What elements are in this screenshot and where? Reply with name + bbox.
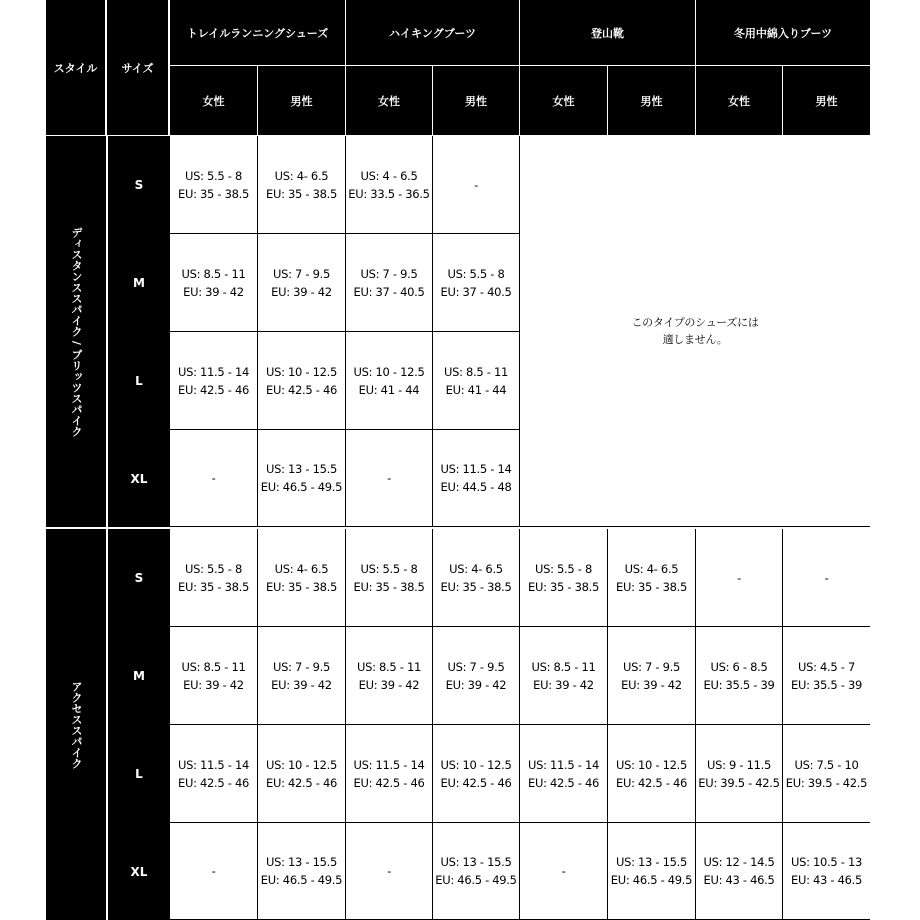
size-cell (258, 234, 346, 332)
size-cell (258, 823, 346, 920)
eu-size: EU: 35.5 - 39 (703, 677, 775, 692)
size-cell (170, 725, 258, 823)
header-hiking-boots: ハイキングブーツ (346, 0, 520, 66)
size-cell (258, 430, 346, 527)
us-size: US: 4- 6.5 (624, 561, 679, 576)
size-cell (783, 823, 870, 920)
us-size: US: 8.5 - 11 (181, 659, 246, 674)
size-cell (170, 430, 258, 527)
size-cell (346, 529, 433, 627)
size-cell (520, 725, 608, 823)
size-cell (170, 234, 258, 332)
us-size: US: 8.5 - 11 (181, 266, 246, 281)
us-size: US: 5.5 - 8 (184, 561, 242, 576)
size-cell (346, 332, 433, 430)
size-cell (608, 725, 696, 823)
eu-size: EU: 35 - 38.5 (177, 579, 249, 594)
header-mountaineering-boots: 登山靴 (520, 0, 696, 66)
eu-size: EU: 42.5 - 46 (265, 382, 337, 397)
eu-size: EU: 42.5 - 46 (177, 775, 249, 790)
size-label: XL (130, 864, 148, 879)
size-label: XL (130, 471, 148, 486)
eu-size: EU: 39 - 42 (183, 677, 244, 692)
eu-size: EU: 35 - 38.5 (527, 579, 599, 594)
header-gender-women: 女性 (170, 66, 258, 136)
size-cell (170, 627, 258, 725)
eu-size: EU: 35 - 38.5 (265, 186, 337, 201)
eu-size: EU: 46.5 - 49.5 (610, 873, 693, 887)
not-available: - (387, 864, 391, 878)
us-size: US: 4- 6.5 (274, 168, 329, 183)
size-cell (608, 823, 696, 920)
eu-size: EU: 39.5 - 42.5 (785, 775, 868, 790)
not-available: - (561, 864, 566, 878)
eu-size: EU: 46.5 - 49.5 (260, 480, 343, 494)
eu-size: EU: 37 - 40.5 (440, 284, 512, 299)
size-cell (170, 823, 258, 920)
header-gender-men: 男性 (433, 66, 520, 136)
size-cell (170, 332, 258, 430)
us-size: US: 13 - 15.5 (440, 855, 512, 869)
us-size: US: 4- 6.5 (274, 561, 329, 576)
us-size: US: 5.5 - 8 (447, 266, 505, 281)
us-size: US: 11.5 - 14 (353, 757, 425, 772)
us-size: US: 12 - 14.5 (703, 855, 775, 869)
eu-size: EU: 35 - 38.5 (265, 579, 337, 594)
us-size: US: 4.5 - 7 (797, 659, 855, 674)
us-size: US: 9 - 11.5 (706, 757, 772, 772)
size-cell (346, 823, 433, 920)
size-cell (783, 627, 870, 725)
size-cell (783, 529, 870, 627)
us-size: US: 10 - 12.5 (615, 757, 688, 772)
style-label-access-spikes: アクセススパイク (70, 680, 83, 769)
size-cell (520, 627, 608, 725)
size-cell (520, 529, 608, 627)
size-cell (696, 529, 783, 627)
eu-size: EU: 39.5 - 42.5 (698, 775, 780, 790)
eu-size: EU: 39 - 42 (621, 677, 682, 692)
header-trail-running-shoes: トレイルランニングシューズ (170, 0, 346, 66)
size-cell (433, 529, 520, 627)
size-cell (433, 627, 520, 725)
eu-size: EU: 46.5 - 49.5 (435, 873, 517, 887)
not-available: - (824, 570, 829, 585)
size-cell (346, 430, 433, 527)
eu-size: EU: 41 - 44 (445, 382, 507, 397)
us-size: US: 7 - 9.5 (447, 659, 505, 674)
eu-size: EU: 35 - 38.5 (440, 579, 512, 594)
size-chart-table (46, 0, 870, 920)
size-cell (258, 725, 346, 823)
size-cell (608, 627, 696, 725)
eu-size: EU: 35 - 38.5 (615, 579, 687, 594)
size-cell (783, 725, 870, 823)
size-cell (346, 234, 433, 332)
us-size: US: 11.5 - 14 (177, 364, 250, 379)
us-size: US: 8.5 - 11 (356, 659, 422, 674)
size-cell (520, 823, 608, 920)
size-label: M (133, 276, 145, 290)
us-size: US: 10 - 12.5 (265, 364, 338, 379)
header-insulated-winter-boots: 冬用中綿入りブーツ (696, 0, 870, 66)
not-available: - (737, 570, 741, 585)
size-cell (258, 627, 346, 725)
size-cell (346, 627, 433, 725)
us-size: US: 5.5 - 8 (360, 561, 418, 576)
eu-size: EU: 39 - 42 (358, 677, 420, 692)
eu-size: EU: 42.5 - 46 (177, 382, 249, 397)
us-size: US: 11.5 - 14 (440, 462, 512, 476)
us-size: US: 10 - 12.5 (440, 757, 512, 772)
eu-size: EU: 39 - 42 (271, 677, 332, 692)
eu-size: EU: 42.5 - 46 (527, 775, 599, 790)
eu-size: EU: 42.5 - 46 (440, 775, 512, 790)
size-cell (608, 529, 696, 627)
us-size: US: 7 - 9.5 (272, 659, 330, 674)
us-size: US: 11.5 - 14 (177, 757, 250, 772)
eu-size: EU: 42.5 - 46 (353, 775, 425, 790)
size-cell (170, 136, 258, 234)
us-size: US: 6 - 8.5 (710, 659, 768, 674)
header-gender-men: 男性 (258, 66, 346, 136)
eu-size: EU: 35 - 38.5 (177, 186, 249, 201)
us-size: US: 8.5 - 11 (443, 364, 509, 379)
us-size: US: 5.5 - 8 (184, 168, 242, 183)
eu-size: EU: 42.5 - 46 (615, 775, 687, 790)
us-size: US: 10.5 - 13 (790, 855, 863, 869)
not-available: - (211, 864, 216, 878)
us-size: US: 7.5 - 10 (794, 757, 859, 772)
us-size: US: 8.5 - 11 (531, 659, 596, 674)
header-gender-women: 女性 (346, 66, 433, 136)
eu-size: EU: 42.5 - 46 (265, 775, 337, 790)
us-size: US: 7 - 9.5 (622, 659, 680, 674)
not-available: - (211, 471, 216, 485)
us-size: US: 4- 6.5 (449, 561, 503, 576)
size-label: L (135, 767, 143, 781)
eu-size: EU: 39 - 42 (271, 284, 332, 299)
size-cell (696, 823, 783, 920)
eu-size: EU: 35.5 - 39 (790, 677, 862, 692)
us-size: US: 13 - 15.5 (265, 855, 338, 869)
us-size: US: 13 - 15.5 (615, 855, 688, 869)
eu-size: EU: 39 - 42 (533, 677, 594, 692)
eu-size: EU: 41 - 44 (358, 382, 420, 397)
not-suitable-note: このタイプのシューズには 適しません。 (520, 136, 870, 527)
size-cell (258, 136, 346, 234)
not-available: - (387, 471, 391, 485)
us-size: US: 7 - 9.5 (360, 266, 418, 281)
us-size: US: 10 - 12.5 (265, 757, 338, 772)
size-cell (258, 332, 346, 430)
us-size: US: 4 - 6.5 (360, 168, 418, 183)
eu-size: EU: 43 - 46.5 (703, 873, 775, 887)
header-gender-women: 女性 (520, 66, 608, 136)
size-cell (433, 332, 520, 430)
header-gender-men: 男性 (783, 66, 870, 136)
size-cell (433, 725, 520, 823)
size-cell (258, 529, 346, 627)
header-style: スタイル (46, 0, 107, 136)
header-gender-men: 男性 (608, 66, 696, 136)
us-size: US: 7 - 9.5 (272, 266, 330, 281)
size-cell (433, 136, 520, 234)
us-size: US: 11.5 - 14 (527, 757, 600, 772)
us-size: US: 10 - 12.5 (353, 364, 425, 379)
not-available: - (474, 177, 478, 192)
size-cell (346, 136, 433, 234)
size-cell (433, 823, 520, 920)
size-label: L (135, 374, 143, 388)
header-size: サイズ (107, 0, 170, 136)
size-cell (346, 725, 433, 823)
size-cell (170, 529, 258, 627)
size-label: S (134, 178, 144, 192)
size-cell (696, 627, 783, 725)
eu-size: EU: 43 - 46.5 (790, 873, 862, 887)
eu-size: EU: 37 - 40.5 (353, 284, 425, 299)
eu-size: EU: 33.5 - 36.5 (348, 186, 430, 201)
size-cell (433, 430, 520, 527)
eu-size: EU: 39 - 42 (183, 284, 244, 299)
size-cell (696, 725, 783, 823)
eu-size: EU: 46.5 - 49.5 (260, 873, 343, 887)
us-size: US: 5.5 - 8 (534, 561, 592, 576)
header-gender-women: 女性 (696, 66, 783, 136)
eu-size: EU: 39 - 42 (445, 677, 507, 692)
eu-size: EU: 44.5 - 48 (440, 480, 512, 494)
eu-size: EU: 35 - 38.5 (353, 579, 425, 594)
size-label: M (133, 669, 145, 683)
size-label: S (134, 571, 144, 585)
us-size: US: 13 - 15.5 (265, 462, 338, 476)
size-cell (433, 234, 520, 332)
style-label-distance-blitz-spikes: ディスタンススパイク / ブリッツスパイク (70, 226, 83, 437)
